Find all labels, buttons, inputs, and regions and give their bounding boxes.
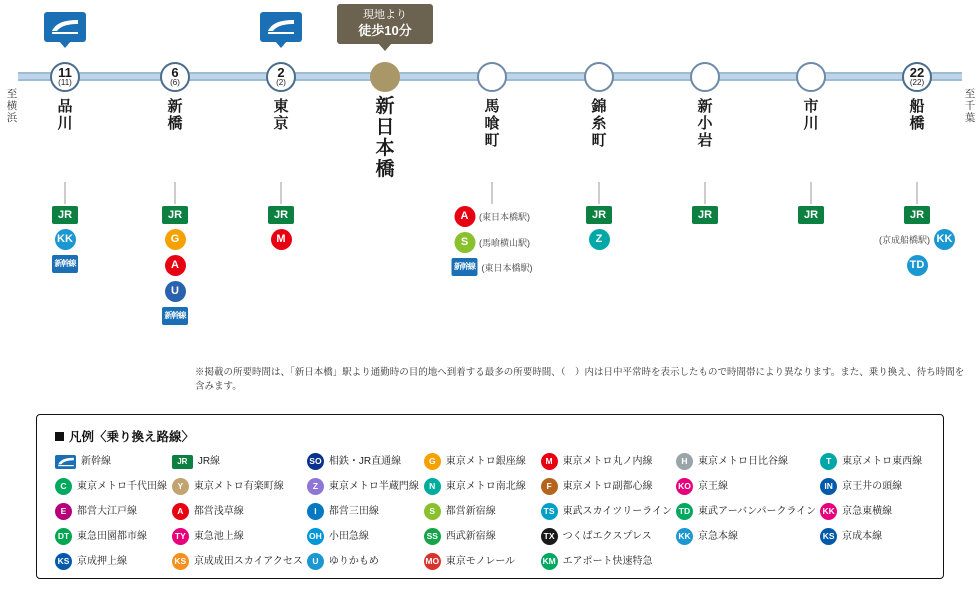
jr-badge: JR [692,206,718,224]
legend-item-label: 都営浅草線 [193,505,244,517]
line-icon-KK: KK [676,528,693,545]
shinkansen-icon [55,455,76,469]
station-name: 品川 [57,98,73,132]
legend-item-京急本線 [676,528,816,545]
badge-row [165,281,186,302]
line-icon-C: C [55,478,72,495]
legend-item-label: 都営新宿線 [445,505,496,517]
line-icon-F: F [541,478,558,495]
line-icon-I: I [307,503,324,520]
badge-note: (東日本橋駅) [479,212,530,222]
legend-item-東京メトロ南北線 [424,478,537,495]
line-icon-SO: SO [307,453,324,470]
line-badge-TD: TD [907,255,928,276]
line-icon-KS: KS [172,553,189,570]
station-transfer-badges [268,206,294,250]
legend-item-label: 京王線 [697,480,728,492]
legend-item-label: ゆりかもめ [328,555,379,567]
badge-row [798,206,824,224]
walk-time-callout [337,4,433,44]
station-name: 馬喰町 [484,98,500,149]
legend-item-JR線 [172,453,303,470]
badge-row [454,206,530,227]
station-minutes: 22 [909,65,925,80]
footnote: ※掲載の所要時間は、「新日本橋」駅より通勤時の目的地へ到着する最多の所要時間、（ ）内は日中平常時を表示したもので時間帯により異なります。また、乗り換え、待ち時間を含みます。 [195,367,965,392]
legend-title-text: 凡例〈乗り換え路線〉 [69,430,195,444]
legend-title [55,427,194,445]
legend-item-label: エアポート快速特急 [562,555,653,567]
legend-item-東京メトロ副都心線 [541,478,672,495]
station-minutes-alt: (2) [276,78,286,87]
line-badge-KK: KK [55,229,76,250]
legend-item-新幹線 [55,453,168,470]
legend-item-東急田園都市線 [55,528,168,545]
legend-item-京王線 [676,478,816,495]
line-icon-KO: KO [676,478,693,495]
legend-item-label: 京成本線 [842,530,883,542]
badge-row [52,206,78,224]
badge-row [454,232,530,253]
line-icon-A: A [172,503,189,520]
legend-item-東京メトロ丸ノ内線 [541,453,672,470]
station-stem [65,182,66,204]
jr-badge: JR [162,206,188,224]
legend-item-都営三田線 [307,503,420,520]
line-icon-U: U [307,553,324,570]
legend-item-都営大江戸線 [55,503,168,520]
legend-item-label: JR線 [197,455,221,467]
station-stem [917,182,918,204]
station-name: 新日本橋 [375,96,395,180]
legend-grid [55,453,933,570]
legend-box [36,414,944,579]
callout-line2: 徒歩10分 [358,23,412,38]
badge-row [879,229,955,250]
legend-item-京王井の頭線 [820,478,933,495]
badge-note: (京成船橋駅) [879,235,930,245]
badge-row [165,229,186,250]
station-marker[interactable] [902,62,932,92]
station-minutes: 2 [277,65,285,80]
legend-item-label: 東京メトロ南北線 [445,480,526,492]
badge-row [452,258,533,276]
line-icon-E: E [55,503,72,520]
legend-item-label: 京急本線 [697,530,738,542]
station-marker[interactable] [266,62,296,92]
edge-label-left: 至横浜 [6,88,18,124]
station-marker[interactable] [160,62,190,92]
legend-item-label: 西武新宿線 [445,530,496,542]
badge-row [907,255,928,276]
legend-item-東京メトロ銀座線 [424,453,537,470]
badge-row [52,255,78,273]
legend-item-label: 都営大江戸線 [77,505,137,517]
legend-item-label: 東京メトロ日比谷線 [697,455,788,467]
legend-item-label: 小田急線 [328,530,369,542]
line-icon-KS: KS [55,553,72,570]
line-icon-OH: OH [307,528,324,545]
legend-item-label: 東武スカイツリーライン [562,505,672,517]
legend-item-西武新宿線 [424,528,537,545]
legend-item-相鉄・JR直通線 [307,453,420,470]
badge-row [586,206,612,224]
station-transfer-badges [452,206,533,276]
legend-item-empty [676,553,816,570]
line-icon-T: T [820,453,837,470]
legend-item-label: 相鉄・JR直通線 [328,455,402,467]
line-badge-A: A [165,255,186,276]
line-icon-H: H [676,453,693,470]
jr-badge: JR [904,206,930,224]
edge-label-right: 至千葉 [964,88,976,124]
legend-item-empty [820,553,933,570]
station-transfer-badges [879,206,955,276]
legend-item-ゆりかもめ [307,553,420,570]
station-name: 新小岩 [697,98,713,149]
legend-item-小田急線 [307,528,420,545]
shinkansen-flag-icon [260,12,302,42]
station-transfer-badges [798,206,824,224]
line-icon-N: N [424,478,441,495]
legend-item-エアポート快速特急 [541,553,672,570]
line-icon-MO: MO [424,553,441,570]
badge-row [55,229,76,250]
station-marker[interactable] [50,62,80,92]
station-marker[interactable] [690,62,720,92]
legend-item-label: 京成押上線 [77,555,127,567]
legend-item-つくばエクスプレス [541,528,672,545]
line-icon-TS: TS [541,503,558,520]
legend-item-label: 東京メトロ千代田線 [77,480,167,492]
station-stem [705,182,706,204]
shinkansen-badge: 新幹線 [452,258,478,276]
shinkansen-badge: 新幹線 [52,255,78,273]
legend-item-東武スカイツリーライン [541,503,672,520]
line-icon-M: M [541,453,558,470]
legend-item-東京メトロ半蔵門線 [307,478,420,495]
station-minutes-alt: (22) [909,78,925,87]
badge-row [589,229,610,250]
station-transfer-badges [586,206,612,250]
legend-item-東急池上線 [172,528,303,545]
station-marker[interactable] [796,62,826,92]
line-icon-IN: IN [820,478,837,495]
station-transfer-badges [692,206,718,224]
legend-item-京成本線 [820,528,933,545]
jr-badge: JR [268,206,294,224]
legend-item-label: 東武アーバンパークライン [697,505,817,517]
line-icon-KM: KM [541,553,558,570]
line-icon-DT: DT [55,528,72,545]
legend-item-label: 都営三田線 [328,505,379,517]
station-stem [811,182,812,204]
badge-row [165,255,186,276]
line-icon-G: G [424,453,441,470]
station-minutes-alt: (11) [58,78,72,87]
line-icon-KK: KK [820,503,837,520]
legend-item-東京メトロ東西線 [820,453,933,470]
line-icon-Y: Y [172,478,189,495]
line-badge-A: A [454,206,475,227]
line-badge-U: U [165,281,186,302]
station-name: 錦糸町 [591,98,607,149]
callout-line1: 現地より [363,9,407,21]
legend-item-京成成田スカイアクセス [172,553,303,570]
legend-item-label: 京成成田スカイアクセス [193,555,303,567]
station-minutes: 6 [171,65,179,80]
legend-item-label: 東京モノレール [445,555,516,567]
line-badge-S: S [454,232,475,253]
line-icon-TY: TY [172,528,189,545]
station-name: 東京 [273,98,289,132]
jr-badge: JR [798,206,824,224]
legend-item-東武アーバンパークライン [676,503,816,520]
station-name: 船橋 [909,98,925,132]
station-marker[interactable] [477,62,507,92]
legend-item-label: つくばエクスプレス [562,530,652,542]
line-icon-TD: TD [676,503,693,520]
station-marker[interactable] [584,62,614,92]
legend-item-label: 新幹線 [81,455,111,467]
legend-item-東京メトロ有楽町線 [172,478,303,495]
badge-row [162,307,188,325]
legend-item-京成押上線 [55,553,168,570]
legend-item-東京メトロ日比谷線 [676,453,816,470]
station-name: 新橋 [167,98,183,132]
shinkansen-badge: 新幹線 [162,307,188,325]
line-badge-KK: KK [934,229,955,250]
station-stem [492,182,493,204]
legend-item-都営浅草線 [172,503,303,520]
station-name: 市川 [803,98,819,132]
legend-item-label: 東急池上線 [193,530,244,542]
jr-icon: JR [172,455,193,469]
badge-row [271,229,292,250]
legend-item-東京メトロ千代田線 [55,478,168,495]
badge-note: (東日本橋駅) [481,262,533,273]
legend-item-label: 東急田園都市線 [77,530,147,542]
badge-row [162,206,188,224]
legend-item-label: 京王井の頭線 [842,480,903,492]
line-badge-G: G [165,229,186,250]
line-icon-KS: KS [820,528,837,545]
jr-badge: JR [586,206,612,224]
line-icon-S: S [424,503,441,520]
badge-row [904,206,930,224]
badge-note: (馬喰横山駅) [479,238,530,248]
shinkansen-flag-icon [44,12,86,42]
station-stem [281,182,282,204]
legend-item-label: 京急東横線 [842,505,893,517]
station-minutes: 11 [58,65,72,80]
legend-item-都営新宿線 [424,503,537,520]
line-badge-M: M [271,229,292,250]
legend-item-label: 東京メトロ半蔵門線 [328,480,419,492]
station-stem [175,182,176,204]
legend-item-label: 東京メトロ東西線 [842,455,923,467]
line-icon-Z: Z [307,478,324,495]
line-icon-SS: SS [424,528,441,545]
badge-row [692,206,718,224]
station-transfer-badges [52,206,78,273]
legend-item-label: 東京メトロ丸ノ内線 [562,455,653,467]
station-stem [599,182,600,204]
line-badge-Z: Z [589,229,610,250]
legend-item-京急東横線 [820,503,933,520]
legend-item-東京モノレール [424,553,537,570]
station-minutes-alt: (6) [170,78,180,87]
legend-item-label: 東京メトロ有楽町線 [193,480,284,492]
legend-item-label: 東京メトロ副都心線 [562,480,653,492]
legend-bullet-icon [55,432,64,441]
station-marker-current[interactable] [370,62,400,92]
station-transfer-badges [162,206,188,325]
legend-item-label: 東京メトロ銀座線 [445,455,526,467]
line-icon-TX: TX [541,528,558,545]
badge-row [268,206,294,224]
jr-badge: JR [52,206,78,224]
